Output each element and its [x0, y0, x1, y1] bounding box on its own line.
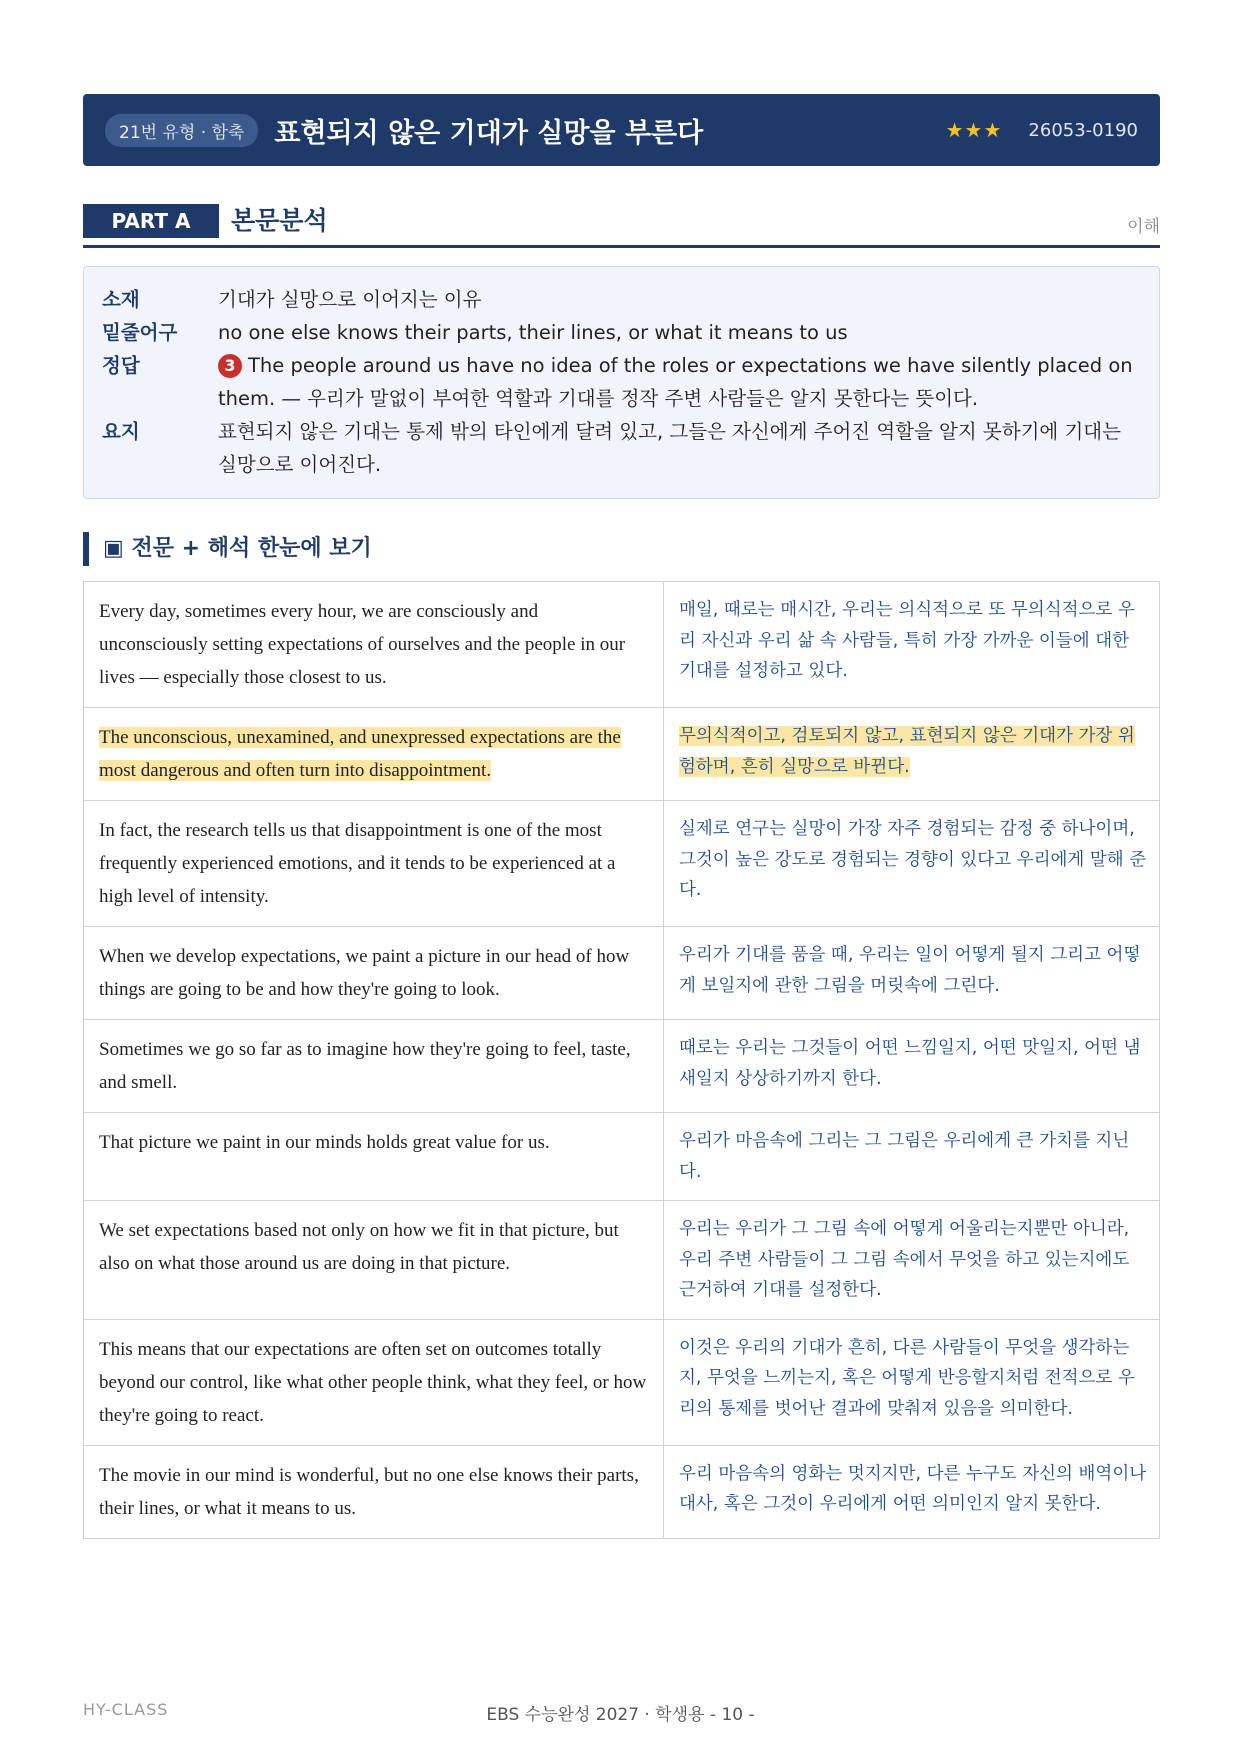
summary-row-underline — [102, 316, 1141, 349]
footer-brand: HY-CLASS — [83, 1700, 169, 1719]
english-sentence: In fact, the research tells us that disappointment is one of the most frequently experienced emotions, and it tends to be experienced at a high level of intensity. — [84, 801, 664, 927]
analysis-summary-box — [83, 266, 1160, 499]
korean-translation: 때로는 우리는 그것들이 어떤 느낌일지, 어떤 맛일지, 어떤 냄새일지 상상하기까지 한다. — [664, 1020, 1160, 1113]
table-row — [84, 1020, 1160, 1113]
summary-key: 요지 — [102, 420, 140, 443]
english-sentence: We set expectations based not only on how we fit in that picture, but also on what those around us are doing in that picture. — [84, 1201, 664, 1320]
summary-value: The people around us have no idea of the roles or expectations we have silently placed on them. — 우리가 말없이 부여한 역할과 기대를 정작 주변 사람들은 알지 못한다는 뜻이다. — [218, 354, 1133, 410]
footer-page-info: EBS 수능완성 2027 · 학생용 - 10 - — [486, 1705, 755, 1725]
title-banner — [83, 94, 1160, 166]
table-row — [84, 1113, 1160, 1201]
answer-number-icon: 3 — [218, 354, 242, 378]
part-a-header — [83, 204, 1160, 248]
english-sentence: The movie in our mind is wonderful, but no one else knows their parts, their lines, or what it means to us. — [84, 1445, 664, 1538]
table-row — [84, 1201, 1160, 1320]
english-sentence: Every day, sometimes every hour, we are consciously and unconsciously setting expectations of ourselves and the people in our lives — especially those closest to us. — [84, 582, 664, 708]
english-sentence: The unconscious, unexamined, and unexpressed expectations are the most dangerous and often turn into disappointment. — [99, 727, 621, 781]
summary-row-answer — [102, 349, 1141, 415]
korean-translation: 우리가 기대를 품을 때, 우리는 일이 어떻게 될지 그리고 어떻게 보일지에 관한 그림을 머릿속에 그린다. — [664, 927, 1160, 1020]
table-row — [84, 801, 1160, 927]
table-row-highlighted — [84, 708, 1160, 801]
table-row — [84, 1445, 1160, 1538]
korean-translation: 무의식적이고, 검토되지 않고, 표현되지 않은 기대가 가장 위험하며, 흔히 실망으로 바뀐다. — [679, 726, 1135, 777]
korean-translation: 실제로 연구는 실망이 가장 자주 경험되는 감정 중 하나이며, 그것이 높은 강도로 경험되는 경향이 있다고 우리에게 말해 준다. — [664, 801, 1160, 927]
table-row — [84, 927, 1160, 1020]
summary-value: 표현되지 않은 기대는 통제 밖의 타인에게 달려 있고, 그들은 자신에게 주어진 역할을 알지 못하기에 기대는 실망으로 이어진다. — [218, 420, 1121, 476]
difficulty-stars: ★★★ — [945, 118, 1003, 142]
table-row — [84, 1319, 1160, 1445]
korean-translation: 우리 마음속의 영화는 멋지지만, 다른 누구도 자신의 배역이나 대사, 혹은 그것이 우리에게 어떤 의미인지 알지 못한다. — [664, 1445, 1160, 1538]
summary-row-topic — [102, 283, 1141, 316]
part-category: 이해 — [1127, 217, 1160, 237]
summary-row-gist — [102, 415, 1141, 481]
korean-translation: 이것은 우리의 기대가 흔히, 다른 사람들이 무엇을 생각하는지, 무엇을 느끼는지, 혹은 어떻게 반응할지처럼 전적으로 우리의 통제를 벗어난 결과에 맞춰져 있음을 의미한다. — [664, 1319, 1160, 1445]
summary-value: 기대가 실망으로 이어지는 이유 — [218, 288, 482, 311]
english-sentence: When we develop expectations, we paint a picture in our head of how things are going to be and how they're going to look. — [84, 927, 664, 1020]
part-tag: PART A — [83, 204, 219, 238]
table-row — [84, 582, 1160, 708]
korean-translation: 우리는 우리가 그 그림 속에 어떻게 어울리는지뿐만 아니라, 우리 주변 사람들이 그 그림 속에서 무엇을 하고 있는지에도 근거하여 기대를 설정한다. — [664, 1201, 1160, 1320]
korean-translation: 매일, 때로는 매시간, 우리는 의식적으로 또 무의식적으로 우리 자신과 우리 삶 속 사람들, 특히 가장 가까운 이들에 대한 기대를 설정하고 있다. — [664, 582, 1160, 708]
section-heading: ▣ 전문 + 해석 한눈에 보기 — [83, 532, 372, 566]
english-sentence: That picture we paint in our minds holds great value for us. — [84, 1113, 664, 1201]
question-type-badge: 21번 유형 · 함축 — [105, 114, 258, 147]
parallel-text-table — [83, 581, 1160, 1539]
passage-title: 표현되지 않은 기대가 실망을 부른다 — [274, 117, 704, 149]
question-code: 26053-0190 — [1028, 119, 1138, 141]
summary-key: 밑줄어구 — [102, 321, 178, 344]
part-title: 본문분석 — [231, 206, 328, 235]
summary-key: 정답 — [102, 354, 140, 377]
summary-value: no one else knows their parts, their lines, or what it means to us — [218, 321, 848, 344]
summary-key: 소재 — [102, 288, 140, 311]
english-sentence: This means that our expectations are often set on outcomes totally beyond our control, like what other people think, what they feel, or how they're going to react. — [84, 1319, 664, 1445]
english-sentence: Sometimes we go so far as to imagine how they're going to feel, taste, and smell. — [84, 1020, 664, 1113]
korean-translation: 우리가 마음속에 그리는 그 그림은 우리에게 큰 가치를 지닌다. — [664, 1113, 1160, 1201]
